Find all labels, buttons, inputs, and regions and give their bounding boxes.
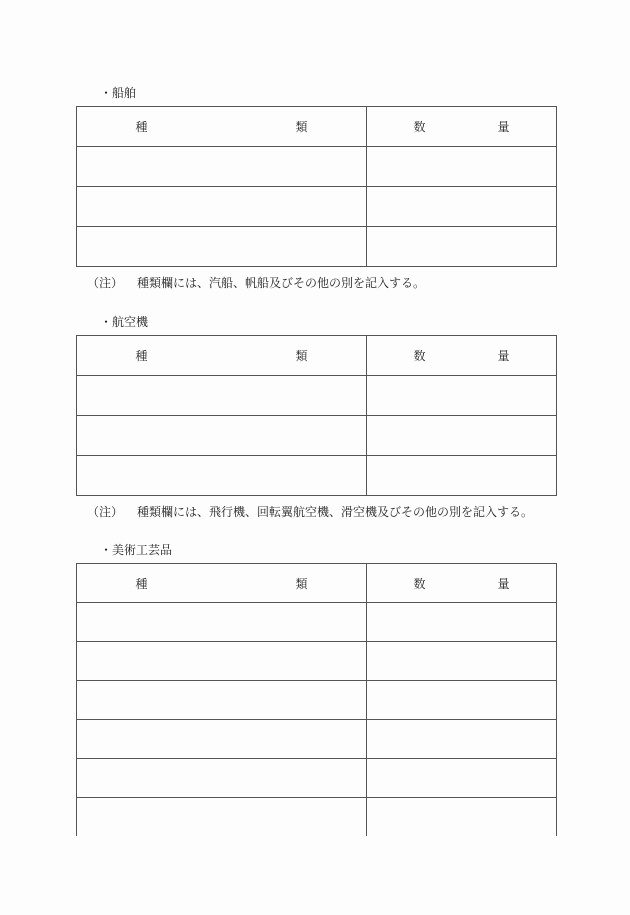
header-char: 類 (295, 349, 308, 363)
quantity-cell[interactable] (367, 416, 557, 456)
section-title-ships: ・船舶 (100, 86, 137, 100)
table-header-row (77, 336, 557, 376)
type-cell[interactable] (77, 376, 367, 416)
note-text: 種類欄には、飛行機、回転翼航空機、滑空機及びその他の別を記入する。 (137, 505, 534, 519)
type-cell[interactable] (77, 681, 367, 720)
section-title-aircraft: ・航空機 (100, 315, 149, 329)
table-row (77, 376, 557, 416)
table-row (77, 642, 557, 681)
aircraft-note (87, 503, 533, 520)
quantity-cell[interactable] (367, 642, 557, 681)
table-row (77, 147, 557, 187)
quantity-column-header (367, 336, 557, 376)
header-char: 量 (497, 576, 510, 591)
quantity-cell[interactable] (367, 227, 557, 267)
table-row (77, 720, 557, 759)
quantity-cell[interactable] (367, 681, 557, 720)
header-char: 量 (497, 349, 510, 363)
quantity-cell[interactable] (367, 187, 557, 227)
type-column-header (77, 564, 367, 603)
section-title-art-crafts: ・美術工芸品 (100, 543, 173, 557)
header-char: 量 (497, 120, 510, 134)
ships-note (87, 274, 425, 291)
type-cell[interactable] (77, 187, 367, 227)
aircraft-table (76, 335, 557, 496)
type-cell[interactable] (77, 227, 367, 267)
type-cell[interactable] (77, 456, 367, 496)
header-char: 数 (413, 576, 426, 591)
table-row (77, 416, 557, 456)
type-cell[interactable] (77, 147, 367, 187)
art-crafts-table (76, 563, 557, 836)
quantity-cell[interactable] (367, 376, 557, 416)
table-row (77, 227, 557, 267)
table-row (77, 456, 557, 496)
table-row (77, 759, 557, 798)
quantity-cell[interactable] (367, 456, 557, 496)
type-column-header (77, 336, 367, 376)
quantity-column-header (367, 107, 557, 147)
type-cell[interactable] (77, 759, 367, 798)
header-char: 類 (295, 576, 308, 591)
header-char: 類 (295, 120, 308, 134)
header-char: 種 (135, 349, 148, 363)
quantity-cell[interactable] (367, 720, 557, 759)
table-row (77, 681, 557, 720)
note-text: 種類欄には、汽船、帆船及びその他の別を記入する。 (137, 276, 426, 290)
header-char: 数 (413, 120, 426, 134)
table-row (77, 798, 557, 836)
type-cell[interactable] (77, 642, 367, 681)
note-label: （注） (87, 276, 124, 290)
quantity-column-header (367, 564, 557, 603)
table-header-row (77, 107, 557, 147)
quantity-cell[interactable] (367, 759, 557, 798)
quantity-cell[interactable] (367, 147, 557, 187)
type-column-header (77, 107, 367, 147)
type-cell[interactable] (77, 798, 367, 836)
header-char: 種 (135, 576, 148, 591)
type-cell[interactable] (77, 603, 367, 642)
table-row (77, 187, 557, 227)
quantity-cell[interactable] (367, 798, 557, 836)
type-cell[interactable] (77, 720, 367, 759)
note-label: （注） (87, 505, 124, 519)
ships-table (76, 106, 557, 267)
header-char: 種 (135, 120, 148, 134)
table-row (77, 603, 557, 642)
type-cell[interactable] (77, 416, 367, 456)
table-header-row (77, 564, 557, 603)
quantity-cell[interactable] (367, 603, 557, 642)
header-char: 数 (413, 349, 426, 363)
